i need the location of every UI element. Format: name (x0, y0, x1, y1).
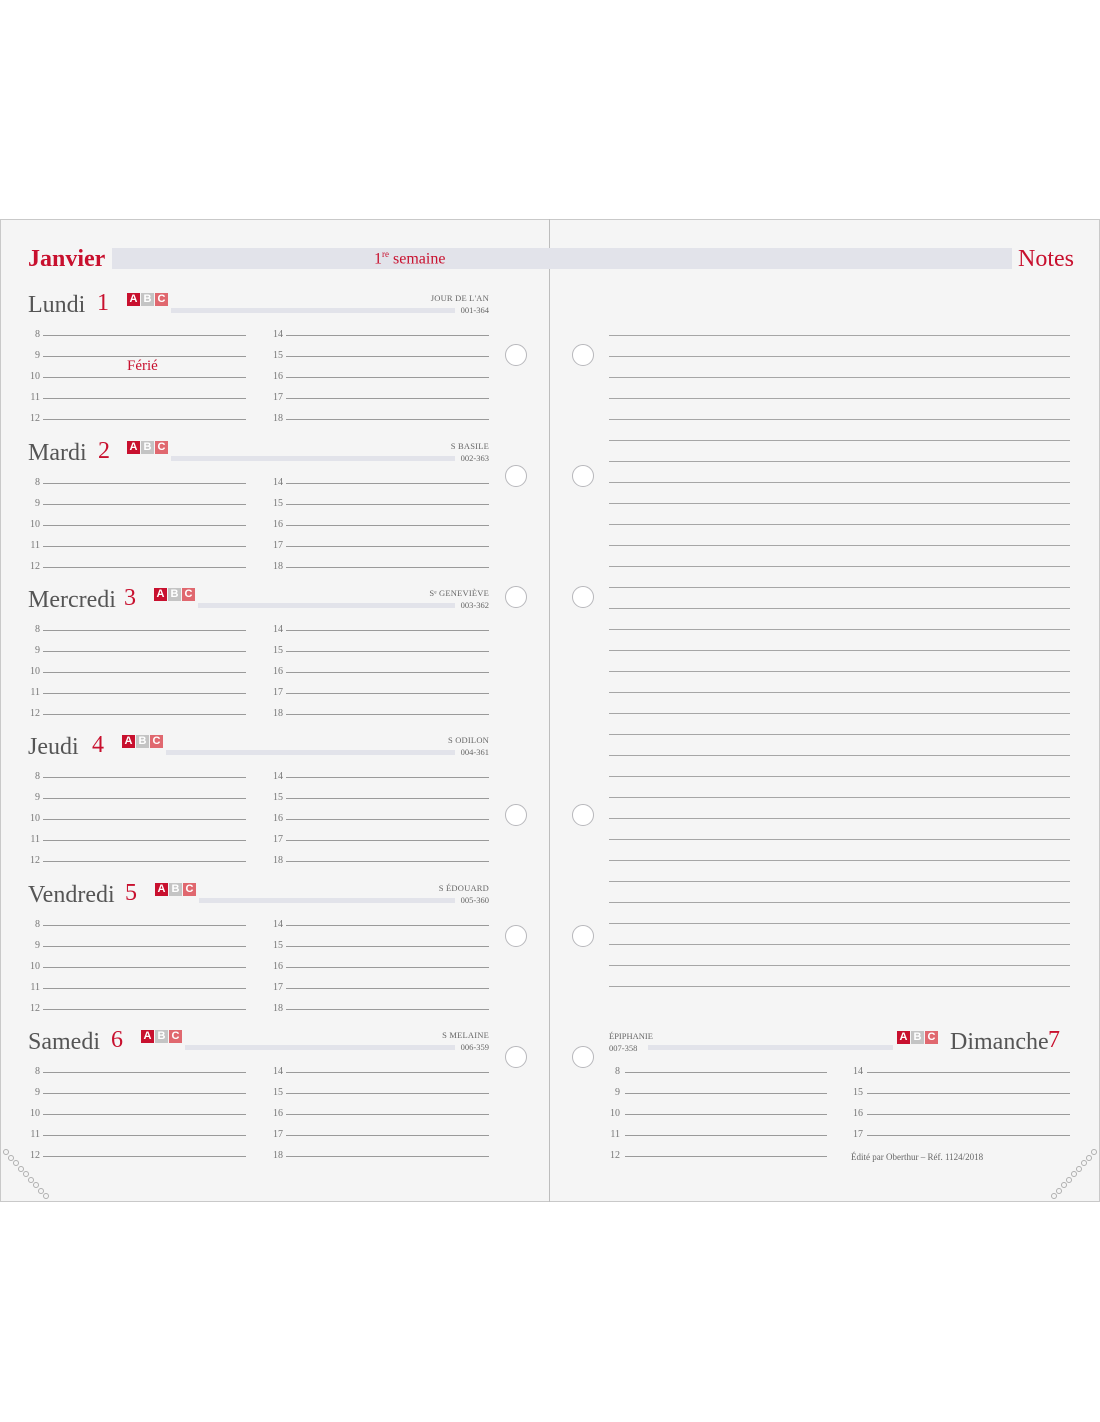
hour-label: 16 (273, 371, 283, 382)
hour-label: 14 (273, 1066, 283, 1077)
notes-line (609, 440, 1070, 441)
perforation-dot (28, 1177, 34, 1183)
hour-label: 9 (35, 645, 40, 656)
notes-line (609, 356, 1070, 357)
hour-label: 12 (30, 1150, 40, 1161)
hour-label: 10 (30, 1108, 40, 1119)
perforation-dot (43, 1193, 49, 1199)
hour-line (43, 777, 246, 778)
hour-line (43, 967, 246, 968)
day-name: Mercredi (28, 587, 116, 613)
hour-line (867, 1114, 1070, 1115)
notes-line (609, 671, 1070, 672)
hour-label: 11 (30, 1129, 40, 1140)
hour-label: 12 (30, 708, 40, 719)
notes-line (609, 923, 1070, 924)
hour-line (286, 419, 489, 420)
notes-line (609, 587, 1070, 588)
day-number: 6 (111, 1027, 123, 1053)
month-title: Janvier (28, 246, 106, 272)
holiday-note: Férié (127, 358, 158, 374)
tag-c: C (155, 441, 168, 454)
hour-label: 10 (30, 813, 40, 824)
day-name: Vendredi (28, 882, 115, 908)
perforation-dot (1091, 1149, 1097, 1155)
notes-line (609, 902, 1070, 903)
notes-line (609, 377, 1070, 378)
notes-line (609, 335, 1070, 336)
tag-a: A (122, 735, 135, 748)
hour-label: 8 (35, 329, 40, 340)
hour-label: 11 (30, 982, 40, 993)
hour-line (286, 1009, 489, 1010)
binder-hole (505, 925, 527, 947)
tag-b: B (169, 883, 182, 896)
hour-label: 16 (273, 1108, 283, 1119)
hour-line (867, 1093, 1070, 1094)
binder-hole (572, 1046, 594, 1068)
hour-line (286, 798, 489, 799)
day-code: 005-360 (460, 895, 489, 905)
hour-label: 9 (35, 498, 40, 509)
day-bar (185, 1045, 455, 1050)
tag-b: B (168, 588, 181, 601)
perforation-dot (1051, 1193, 1057, 1199)
notes-line (609, 692, 1070, 693)
publisher-note: Édité par Oberthur – Réf. 1124/2018 (851, 1152, 984, 1162)
day-name: Lundi (28, 292, 86, 318)
hour-label: 10 (30, 519, 40, 530)
notes-line (609, 629, 1070, 630)
notes-line (609, 776, 1070, 777)
hour-label: 8 (35, 771, 40, 782)
notes-line (609, 524, 1070, 525)
hour-label: 16 (273, 813, 283, 824)
hour-label: 18 (273, 708, 283, 719)
day-bar (198, 603, 455, 608)
day-number: 2 (98, 438, 110, 464)
hour-label: 17 (273, 834, 283, 845)
hour-line (286, 651, 489, 652)
hour-line (286, 693, 489, 694)
hour-label: 16 (273, 519, 283, 530)
hour-label: 14 (273, 329, 283, 340)
hour-line (43, 651, 246, 652)
saint-name: S MELAINE (442, 1030, 489, 1040)
sunday-number: 7 (1048, 1027, 1060, 1053)
tag-b: B (155, 1030, 168, 1043)
hour-line (43, 861, 246, 862)
hour-line (286, 777, 489, 778)
notes-line (609, 755, 1070, 756)
perforation-dot (8, 1155, 14, 1161)
hour-line (625, 1072, 827, 1073)
hour-label: 15 (273, 498, 283, 509)
day-bar (166, 750, 455, 755)
tag-a: A (154, 588, 167, 601)
perforation-dot (38, 1188, 44, 1194)
binder-hole (505, 1046, 527, 1068)
hour-line (286, 946, 489, 947)
hour-line (286, 630, 489, 631)
hour-line (43, 630, 246, 631)
hour-label: 11 (30, 392, 40, 403)
hour-line (286, 925, 489, 926)
hour-line (625, 1135, 827, 1136)
tag-a: A (127, 293, 140, 306)
hour-label: 8 (35, 1066, 40, 1077)
hour-label: 12 (30, 413, 40, 424)
tag-c: C (182, 588, 195, 601)
hour-line (43, 840, 246, 841)
hour-line (286, 377, 489, 378)
hour-line (286, 1114, 489, 1115)
tag-a: A (897, 1031, 910, 1044)
hour-line (286, 546, 489, 547)
hour-line (43, 398, 246, 399)
hour-line (43, 714, 246, 715)
day-number: 1 (97, 290, 109, 316)
hour-label: 9 (35, 350, 40, 361)
hour-line (43, 419, 246, 420)
notes-line (609, 860, 1070, 861)
hour-label: 8 (35, 477, 40, 488)
abc-tags (155, 883, 196, 896)
hour-label: 10 (30, 961, 40, 972)
hour-label: 15 (273, 792, 283, 803)
tag-c: C (155, 293, 168, 306)
hour-label: 17 (273, 687, 283, 698)
day-bar (171, 456, 455, 461)
saint-name: S ODILON (447, 735, 489, 745)
hour-label: 14 (273, 477, 283, 488)
hour-label: 15 (273, 1087, 283, 1098)
hour-line (625, 1156, 827, 1157)
hour-label: 17 (273, 392, 283, 403)
hour-line (286, 672, 489, 673)
notes-line (609, 482, 1070, 483)
tag-c: C (169, 1030, 182, 1043)
hour-line (43, 525, 246, 526)
hour-label: 10 (30, 371, 40, 382)
week-band (112, 248, 1012, 269)
hour-label: 15 (273, 645, 283, 656)
perforation-dot (1056, 1188, 1062, 1194)
hour-label: 11 (30, 540, 40, 551)
binder-hole (572, 344, 594, 366)
binder-hole (572, 925, 594, 947)
hour-line (867, 1135, 1070, 1136)
hour-line (286, 967, 489, 968)
hour-line (43, 1135, 246, 1136)
hour-line (43, 1009, 246, 1010)
day-bar (199, 898, 455, 903)
perforation-dot (18, 1166, 24, 1172)
hour-line (43, 1114, 246, 1115)
hour-label: 14 (853, 1066, 863, 1077)
day-bar (171, 308, 455, 313)
hour-label: 18 (273, 561, 283, 572)
hour-label: 10 (30, 666, 40, 677)
hour-line (286, 525, 489, 526)
binder-hole (505, 586, 527, 608)
tag-b: B (136, 735, 149, 748)
day-code: 006-359 (460, 1042, 489, 1052)
hour-line (625, 1114, 827, 1115)
hour-line (286, 356, 489, 357)
hour-line (286, 819, 489, 820)
hour-line (43, 1072, 246, 1073)
notes-line (609, 881, 1070, 882)
notes-line (609, 818, 1070, 819)
tag-a: A (141, 1030, 154, 1043)
hour-line (286, 567, 489, 568)
notes-line (609, 566, 1070, 567)
hour-label: 14 (273, 771, 283, 782)
notes-line (609, 713, 1070, 714)
hour-label: 9 (615, 1087, 620, 1098)
hour-line (286, 840, 489, 841)
hour-label: 16 (273, 961, 283, 972)
abc-tags (127, 293, 168, 306)
hour-line (286, 504, 489, 505)
binder-hole (505, 804, 527, 826)
hour-label: 18 (273, 855, 283, 866)
hour-label: 11 (30, 687, 40, 698)
notes-line (609, 797, 1070, 798)
perforation-dot (33, 1182, 39, 1188)
hour-label: 12 (30, 561, 40, 572)
notes-line (609, 839, 1070, 840)
binder-hole (505, 465, 527, 487)
perforation-dot (23, 1171, 29, 1177)
sunday-saint: ÉPIPHANIE (609, 1031, 653, 1041)
hour-line (286, 714, 489, 715)
day-code: 004-361 (460, 747, 489, 757)
hour-line (43, 946, 246, 947)
hour-line (286, 1135, 489, 1136)
hour-line (43, 546, 246, 547)
hour-line (286, 861, 489, 862)
hour-label: 11 (610, 1129, 620, 1140)
tag-b: B (141, 293, 154, 306)
hour-label: 9 (35, 792, 40, 803)
perforation-dot (1086, 1155, 1092, 1161)
hour-label: 8 (35, 624, 40, 635)
notes-title: Notes (1018, 246, 1074, 272)
day-code: 002-363 (460, 453, 489, 463)
hour-line (43, 819, 246, 820)
hour-line (43, 988, 246, 989)
tag-c: C (925, 1031, 938, 1044)
hour-label: 16 (853, 1108, 863, 1119)
perforation-dot (3, 1149, 9, 1155)
hour-line (43, 335, 246, 336)
week-ordinal: re (382, 249, 389, 259)
hour-line (286, 1156, 489, 1157)
abc-tags (154, 588, 195, 601)
hour-line (286, 1093, 489, 1094)
saint-name: JOUR DE L'AN (430, 293, 489, 303)
planner-sheet (0, 219, 1100, 1202)
hour-line (43, 925, 246, 926)
binder-hole (505, 344, 527, 366)
abc-tags (122, 735, 163, 748)
notes-line (609, 503, 1070, 504)
notes-line (609, 461, 1070, 462)
notes-line (609, 944, 1070, 945)
sunday-name: Dimanche (950, 1029, 1049, 1055)
sunday-abc-tags (897, 1031, 938, 1044)
hour-line (43, 693, 246, 694)
saint-name: S BASILE (450, 441, 489, 451)
hour-label: 15 (273, 940, 283, 951)
tag-b: B (141, 441, 154, 454)
hour-line (43, 504, 246, 505)
hour-line (43, 356, 246, 357)
hour-label: 17 (273, 1129, 283, 1140)
hour-line (625, 1093, 827, 1094)
hour-label: 16 (273, 666, 283, 677)
notes-line (609, 734, 1070, 735)
notes-line (609, 986, 1070, 987)
hour-line (43, 798, 246, 799)
week-word: semaine (393, 250, 446, 268)
hour-label: 8 (615, 1066, 620, 1077)
hour-label: 14 (273, 919, 283, 930)
day-code: 001-364 (460, 305, 489, 315)
hour-label: 17 (853, 1129, 863, 1140)
hour-label: 15 (853, 1087, 863, 1098)
hour-label: 14 (273, 624, 283, 635)
perforation-dot (1061, 1182, 1067, 1188)
perforation-dot (1071, 1171, 1077, 1177)
week-label (374, 249, 445, 268)
tag-c: C (150, 735, 163, 748)
hour-line (43, 672, 246, 673)
day-number: 4 (92, 732, 104, 758)
day-name: Mardi (28, 440, 87, 466)
binder-hole (572, 465, 594, 487)
notes-line (609, 650, 1070, 651)
tag-c: C (183, 883, 196, 896)
day-number: 5 (125, 880, 137, 906)
hour-line (43, 483, 246, 484)
hour-line (286, 398, 489, 399)
hour-label: 17 (273, 540, 283, 551)
hour-line (867, 1072, 1070, 1073)
hour-label: 18 (273, 413, 283, 424)
sunday-day-code: 007-358 (609, 1043, 638, 1053)
tag-b: B (911, 1031, 924, 1044)
day-name: Samedi (28, 1029, 100, 1055)
week-number: 1 (374, 250, 382, 268)
day-number: 3 (124, 585, 136, 611)
abc-tags (141, 1030, 182, 1043)
hour-label: 12 (30, 1003, 40, 1014)
saint-name: S ÉDOUARD (438, 883, 489, 893)
tag-a: A (155, 883, 168, 896)
hour-label: 10 (610, 1108, 620, 1119)
tag-a: A (127, 441, 140, 454)
hour-line (43, 567, 246, 568)
hour-label: 12 (30, 855, 40, 866)
hour-line (286, 335, 489, 336)
hour-label: 18 (273, 1003, 283, 1014)
abc-tags (127, 441, 168, 454)
notes-line (609, 545, 1070, 546)
binder-hole (572, 804, 594, 826)
hour-line (43, 1156, 246, 1157)
hour-label: 15 (273, 350, 283, 361)
perforation-dot (1076, 1166, 1082, 1172)
binder-hole (572, 586, 594, 608)
hour-line (286, 988, 489, 989)
hour-label: 9 (35, 940, 40, 951)
hour-label: 18 (273, 1150, 283, 1161)
sunday-bar (648, 1045, 893, 1050)
hour-line (286, 483, 489, 484)
day-name: Jeudi (28, 734, 79, 760)
hour-label: 17 (273, 982, 283, 993)
hour-line (43, 1093, 246, 1094)
hour-label: 11 (30, 834, 40, 845)
page-spine (549, 219, 550, 1202)
notes-line (609, 965, 1070, 966)
day-code: 003-362 (460, 600, 489, 610)
hour-label: 12 (610, 1150, 620, 1161)
notes-line (609, 398, 1070, 399)
hour-line (286, 1072, 489, 1073)
saint-name: Sᵉ GENEVIÈVE (429, 588, 489, 598)
notes-line (609, 608, 1070, 609)
notes-line (609, 419, 1070, 420)
perforation-dot (13, 1160, 19, 1166)
hour-line (43, 377, 246, 378)
perforation-dot (1066, 1177, 1072, 1183)
hour-label: 9 (35, 1087, 40, 1098)
hour-label: 8 (35, 919, 40, 930)
perforation-dot (1081, 1160, 1087, 1166)
